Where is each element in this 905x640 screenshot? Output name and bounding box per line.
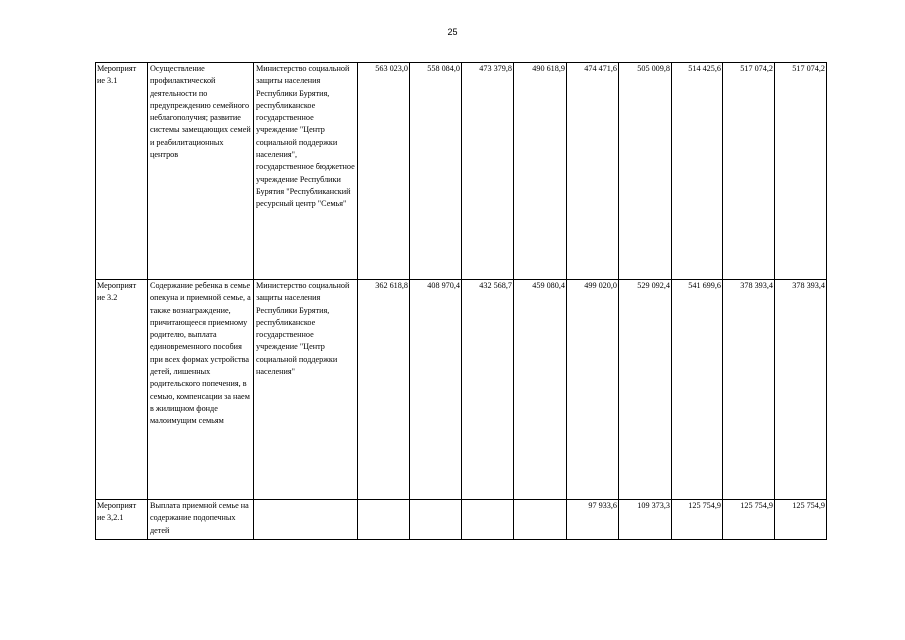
row-code: Мероприят ие 3.1: [96, 63, 148, 280]
value-cell: 378 393,4: [723, 280, 775, 500]
value-cell: [358, 500, 410, 540]
value-cell: 432 568,7: [462, 280, 514, 500]
value-cell: 558 084,0: [410, 63, 462, 280]
row-code: Мероприят ие 3,2.1: [96, 500, 148, 540]
value-cell: 408 970,4: [410, 280, 462, 500]
value-cell: [462, 500, 514, 540]
budget-table: [95, 62, 827, 540]
value-cell: 563 023,0: [358, 63, 410, 280]
value-cell: 514 425,6: [672, 63, 723, 280]
value-cell: 541 699,6: [672, 280, 723, 500]
value-cell: 97 933,6: [567, 500, 619, 540]
value-cell: 505 009,8: [619, 63, 672, 280]
row-name: Выплата приемной семье на содержание подопечных детей: [148, 500, 254, 540]
row-executor: Министерство социальной защиты населения Республики Бурятия, республиканское государственное учреждение "Центр социальной поддержки населения": [254, 280, 358, 500]
page-number: 25: [447, 27, 458, 37]
value-cell: 362 618,8: [358, 280, 410, 500]
value-cell: 378 393,4: [775, 280, 827, 500]
value-cell: 459 080,4: [514, 280, 567, 500]
table-row: [96, 63, 827, 280]
value-cell: 517 074,2: [723, 63, 775, 280]
value-cell: 529 092,4: [619, 280, 672, 500]
value-cell: 517 074,2: [775, 63, 827, 280]
row-executor: Министерство социальной защиты населения Республики Бурятия, республиканское государственное учреждение "Центр социальной поддержки населения", государственное бюджетное учреждение Республики Бурятия "Республиканский ресурсный центр "Семья": [254, 63, 358, 280]
value-cell: 473 379,8: [462, 63, 514, 280]
value-cell: 490 618,9: [514, 63, 567, 280]
table-row: [96, 500, 827, 540]
table-row: [96, 280, 827, 500]
value-cell: [410, 500, 462, 540]
row-name: Содержание ребенка в семье опекуна и приемной семье, а также вознаграждение, причитающееся приемному родителю, выплата единовременного пособия при всех формах устройства детей, лишенных родительского попечения, в семью, компенсации за наем в жилищном фонде малоимущим семьям: [148, 280, 254, 500]
row-code: Мероприят ие 3.2: [96, 280, 148, 500]
value-cell: [514, 500, 567, 540]
row-name: Осуществление профилактической деятельности по предупреждению семейного неблагополучия; развитие системы замещающих семей и реабилитационных центров: [148, 63, 254, 280]
value-cell: 125 754,9: [672, 500, 723, 540]
value-cell: 125 754,9: [723, 500, 775, 540]
row-executor: [254, 500, 358, 540]
value-cell: 499 020,0: [567, 280, 619, 500]
value-cell: 474 471,6: [567, 63, 619, 280]
value-cell: 109 373,3: [619, 500, 672, 540]
value-cell: 125 754,9: [775, 500, 827, 540]
